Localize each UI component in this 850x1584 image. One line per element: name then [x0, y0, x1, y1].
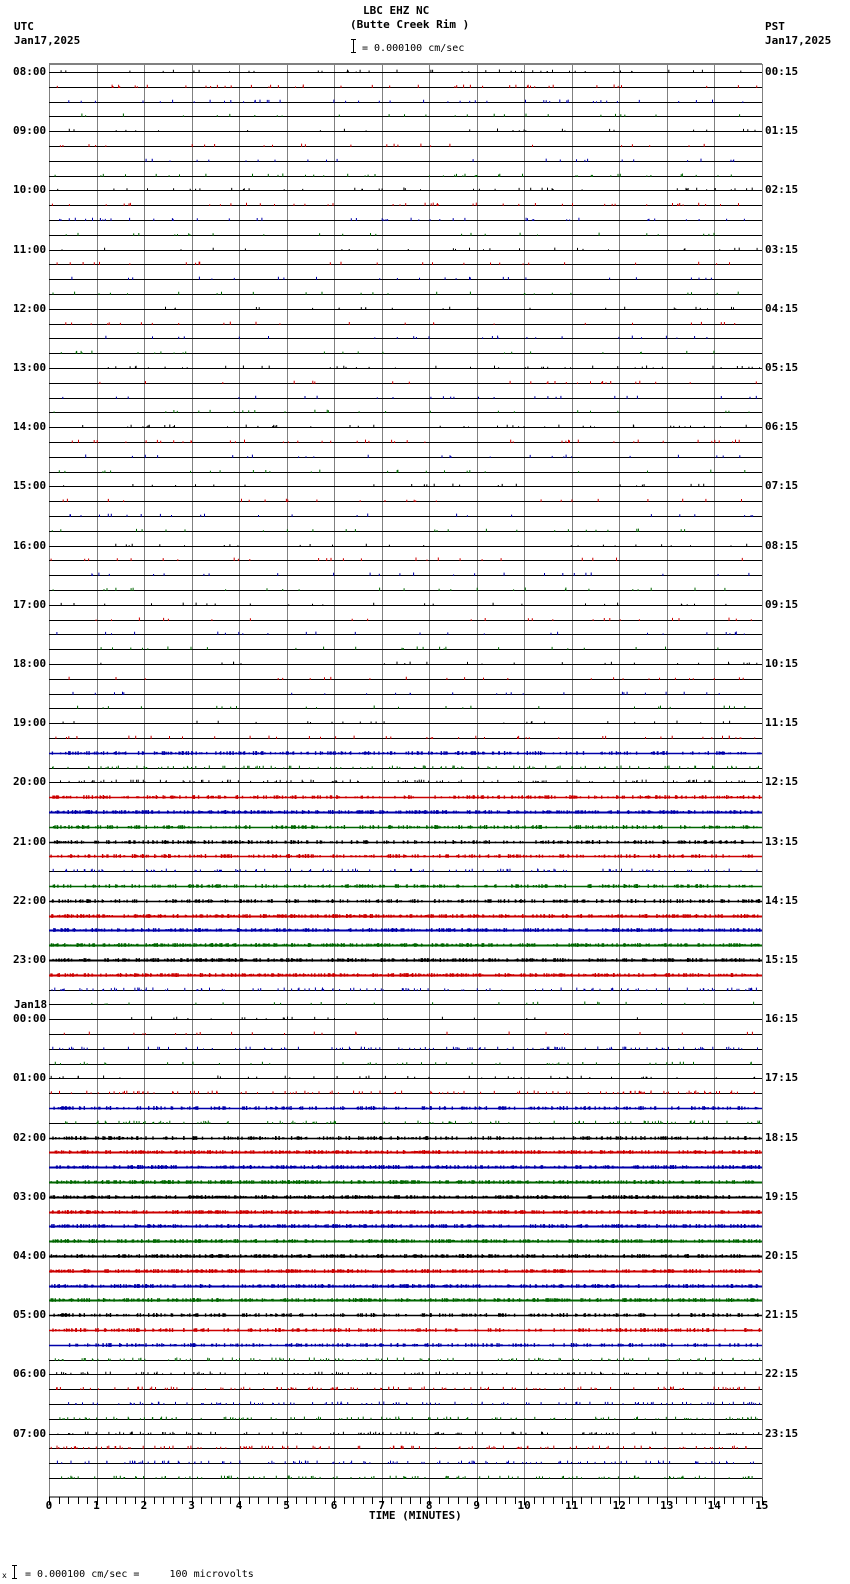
left-hour-label: 20:00	[13, 775, 47, 789]
x-axis-label: TIME (MINUTES)	[369, 1509, 462, 1522]
right-hour-label: 02:15	[765, 183, 799, 197]
left-hour-label: 10:00	[13, 183, 47, 197]
left-hour-label: 12:00	[13, 301, 47, 315]
right-hour-label: 18:15	[765, 1130, 799, 1144]
left-hour-label: 00:00	[13, 1012, 47, 1026]
x-tick-label: 11	[565, 1499, 579, 1512]
left-date: Jan17,2025	[14, 34, 81, 47]
x-tick-label: 14	[707, 1499, 721, 1512]
left-hour-label: 04:00	[13, 1249, 47, 1262]
right-hour-label: 12:15	[765, 775, 799, 789]
right-hour-label: 00:15	[765, 65, 799, 78]
right-hour-label: 13:15	[765, 834, 799, 848]
right-hour-label: 15:15	[765, 953, 799, 966]
left-hour-label: 21:00	[13, 834, 47, 848]
right-hour-label: 20:15	[765, 1249, 799, 1262]
scale-label: = 0.000100 cm/sec	[362, 43, 465, 54]
right-hour-label: 22:15	[765, 1367, 799, 1381]
right-hour-label: 06:15	[765, 420, 799, 434]
left-timezone: UTC	[14, 20, 34, 33]
x-tick-label: 6	[330, 1499, 338, 1512]
left-hour-label: 05:00	[13, 1308, 47, 1322]
left-hour-label: 07:00	[13, 1426, 47, 1440]
right-hour-label: 11:15	[765, 716, 799, 730]
right-hour-label: 05:15	[765, 361, 799, 374]
left-hour-label: 17:00	[13, 597, 47, 611]
x-tick-label: 4	[235, 1499, 243, 1512]
x-tick-label: 7	[378, 1499, 385, 1512]
right-hour-label: 21:15	[765, 1308, 799, 1322]
right-hour-label: 07:15	[765, 479, 799, 493]
left-hour-label: 06:00	[13, 1367, 47, 1381]
footer-scale-bar-icon	[12, 1565, 17, 1579]
right-hour-label: 01:15	[765, 124, 799, 138]
scale-bar-icon	[351, 39, 356, 53]
x-tick-label: 10	[517, 1499, 531, 1512]
footer-prefix-icon: x	[2, 1571, 7, 1580]
station-location: (Butte Creek Rim )	[350, 18, 470, 31]
right-hour-label: 16:15	[765, 1012, 799, 1026]
right-hour-label: 23:15	[765, 1426, 799, 1440]
x-tick-label: 3	[188, 1499, 195, 1512]
left-hour-label: 19:00	[13, 716, 47, 730]
left-hour-label: 01:00	[13, 1071, 47, 1085]
x-tick-label: 1	[93, 1499, 100, 1512]
left-hour-label: 23:00	[13, 953, 47, 966]
left-hour-label: 22:00	[13, 893, 47, 907]
footer-scale-note: = 0.000100 cm/sec = 100 microvolts	[25, 1569, 254, 1580]
left-hour-label: 15:00	[13, 479, 47, 493]
x-tick-label: 13	[660, 1499, 674, 1512]
right-hour-label: 17:15	[765, 1071, 799, 1085]
x-tick-label: 2	[140, 1499, 148, 1512]
left-hour-label: 03:00	[13, 1189, 47, 1203]
left-hour-label: 13:00	[13, 361, 47, 374]
right-date: Jan17,2025	[765, 34, 832, 47]
station-title: LBC EHZ NC	[363, 4, 430, 17]
right-hour-label: 19:15	[765, 1189, 799, 1203]
right-hour-label: 14:15	[765, 893, 799, 907]
left-hour-label: 14:00	[13, 420, 47, 434]
left-hour-label: 08:00	[13, 65, 47, 78]
left-hour-label: 16:00	[13, 538, 47, 552]
x-tick-label: 5	[283, 1499, 290, 1512]
right-hour-label: 03:15	[765, 242, 799, 256]
right-hour-label: 04:15	[765, 301, 799, 315]
left-hour-label: 18:00	[13, 657, 47, 670]
x-tick-label: 9	[473, 1499, 481, 1512]
x-tick-label: 15	[755, 1499, 769, 1512]
x-tick-label: 12	[612, 1499, 626, 1512]
left-hour-label: 11:00	[13, 242, 47, 256]
right-timezone: PST	[765, 20, 785, 33]
left-hour-label: 02:00	[13, 1130, 47, 1144]
x-tick-label: 0	[45, 1499, 53, 1512]
right-hour-label: 08:15	[765, 538, 799, 552]
date-change-label: Jan18	[14, 998, 48, 1012]
right-hour-label: 09:15	[765, 597, 799, 611]
x-tick-label: 8	[425, 1499, 433, 1512]
right-hour-label: 10:15	[765, 657, 799, 670]
left-hour-label: 09:00	[13, 124, 47, 138]
